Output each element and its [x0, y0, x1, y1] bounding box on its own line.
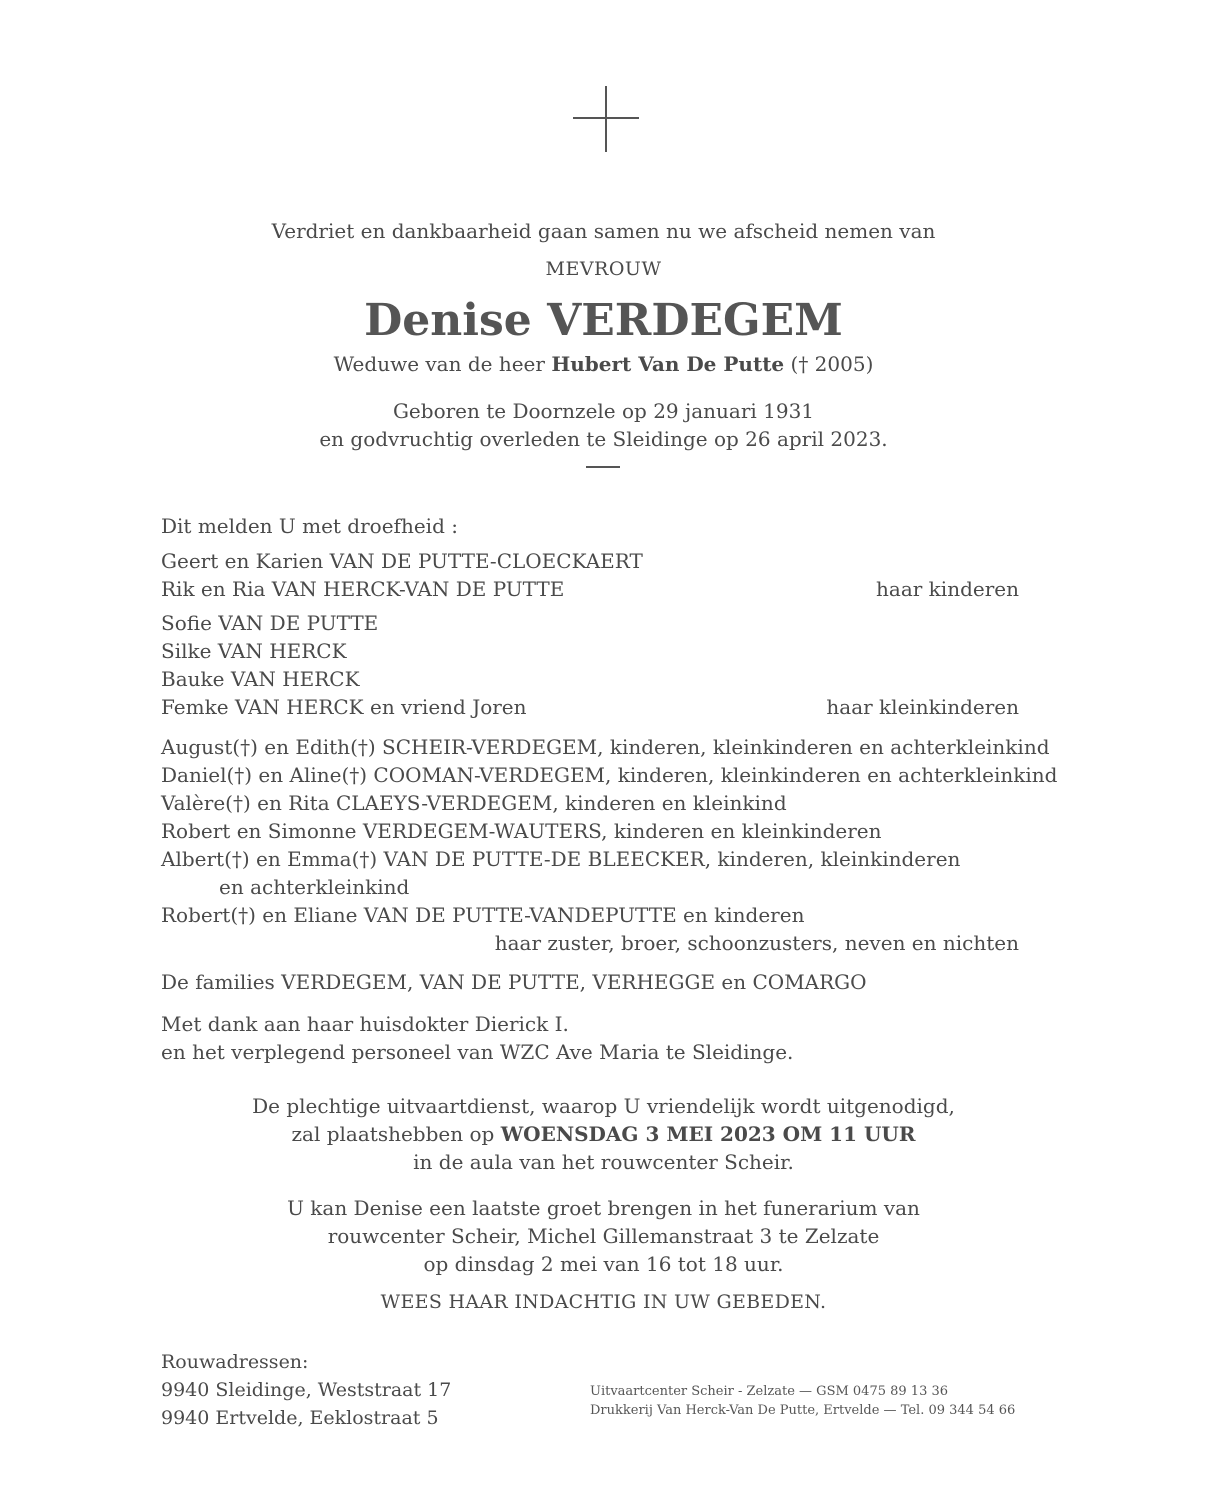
life-dates — [0, 397, 1207, 453]
address-line: 9940 Ertvelde, Eeklostraat 5 — [161, 1407, 439, 1429]
title-label: MEVROUW — [545, 258, 662, 280]
widow-line — [0, 350, 1207, 378]
visit-info: U kan Denise een laatste groet brengen in het funerarium van rouwcenter Scheir, Michel Gillemanstraat 3 te Zelzate op dinsdag 2 mei van 16 tot 18 uur. — [287, 1196, 920, 1276]
intro-text: Verdriet en dankbaarheid gaan samen nu we afscheid nemen van — [271, 219, 936, 243]
siblings-list — [161, 733, 1058, 957]
thanks-text: Met dank aan haar huisdokter Dierick I. en het verplegend personeel van WZC Ave Maria te Sleidinge. — [161, 1012, 794, 1064]
died-line: en godvruchtig overleden te Sleidinge op 26 april 2023. — [319, 427, 888, 451]
list-item: Sofie VAN DE PUTTE — [161, 611, 379, 635]
addresses-label: Rouwadressen: — [161, 1351, 309, 1373]
relation-label: haar kinderen — [876, 577, 1019, 601]
families-line: De families VERDEGEM, VAN DE PUTTE, VERHEGGE en COMARGO — [161, 970, 867, 994]
born-line: Geboren te Doornzele op 29 januari 1931 — [392, 399, 815, 423]
list-item: Daniel(†) en Aline(†) COOMAN-VERDEGEM, kinderen, kleinkinderen en achterkleinkind — [161, 763, 1058, 787]
children-list — [161, 547, 1041, 603]
list-item: Valère(†) en Rita CLAEYS-VERDEGEM, kinderen en kleinkind — [161, 791, 787, 815]
announce-text: Dit melden U met droefheid : — [161, 514, 458, 538]
list-item — [161, 929, 1041, 957]
list-item: Robert(†) en Eliane VAN DE PUTTE-VANDEPUTTE en kinderen — [161, 903, 805, 927]
divider — [586, 466, 620, 468]
cross-icon — [573, 86, 639, 152]
list-item: Rik en Ria VAN HERCK-VAN DE PUTTE haar kinderen — [161, 577, 1019, 601]
widow-prefix: Weduwe van de heer — [333, 352, 552, 376]
widow-suffix: († 2005) — [784, 352, 874, 376]
list-item: Geert en Karien VAN DE PUTTE-CLOECKAERT — [161, 549, 643, 573]
list-item: Femke VAN HERCK en vriend Joren haar kleinkinderen — [161, 695, 1019, 719]
list-item: Silke VAN HERCK — [161, 639, 347, 663]
list-item: Albert(†) en Emma(†) VAN DE PUTTE-DE BLEECKER, kinderen, kleinkinderen — [161, 847, 961, 871]
service-datetime: WOENSDAG 3 MEI 2023 OM 11 UUR — [500, 1122, 916, 1146]
deceased-name: Denise VERDEGEM — [364, 295, 843, 346]
mourning-addresses — [161, 1348, 451, 1432]
service-info: De plechtige uitvaartdienst, waarop U vriendelijk wordt uitgenodigd, zal plaatshebben op WOENSDAG 3 MEI 2023 OM 11 UUR in de aula van het rouwcenter Scheir. — [252, 1094, 955, 1174]
address-line: 9940 Sleidinge, Weststraat 17 — [161, 1379, 452, 1401]
list-item: Bauke VAN HERCK — [161, 667, 360, 691]
printer-footer: Uitvaartcenter Scheir - Zelzate — GSM 0475 89 13 36 Drukkerij Van Herck-Van De Putte, Ertvelde — Tel. 09 344 54 66 — [590, 1384, 1016, 1418]
list-item: August(†) en Edith(†) SCHEIR-VERDEGEM, kinderen, kleinkinderen en achterkleinkind — [161, 735, 1050, 759]
relation-label: haar kleinkinderen — [826, 695, 1019, 719]
grandchildren-list — [161, 609, 1041, 721]
prayer-line: WEES HAAR INDACHTIG IN UW GEBEDEN. — [380, 1291, 827, 1313]
list-item: Robert en Simonne VERDEGEM-WAUTERS, kinderen en kleinkinderen — [161, 819, 882, 843]
spouse-name: Hubert Van De Putte — [551, 352, 785, 376]
list-item: en achterkleinkind — [219, 875, 410, 899]
relation-label: haar zuster, broer, schoonzusters, neven en nichten — [494, 931, 1019, 955]
